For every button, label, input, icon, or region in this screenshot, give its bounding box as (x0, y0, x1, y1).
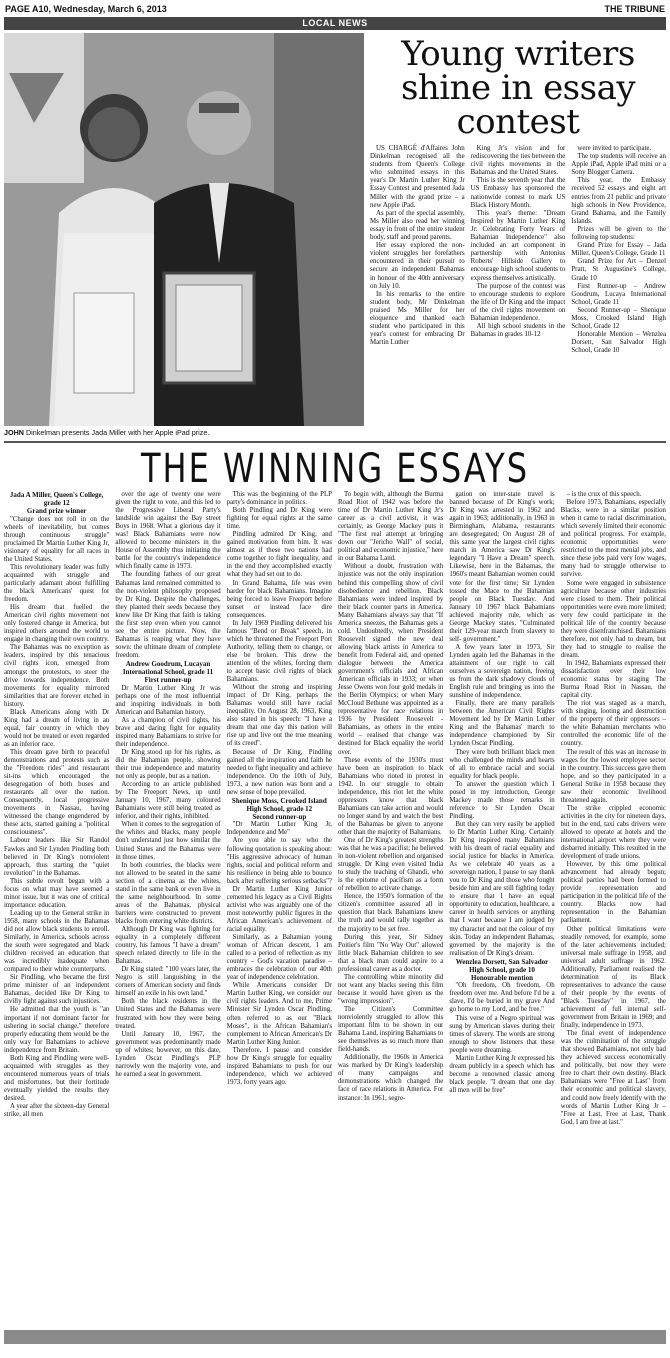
paragraph: Are you able to say who the following quotation is speaking about: "His aggressive advocacy of human rights, social and political reform and his resilience in being able to bounce back after suffering serious setbacks"? (226, 837, 332, 885)
paragraph: US CHARGÉ d'Affaires John Dinkelman recognised all the students from Queen's College who submitted essays in this year's Dr Martin Luther King Jr Essay Contest and presented Jada Miller with the grand prize – a new Apple iPad. (370, 145, 465, 209)
paragraph: Pindling admired Dr King, and gained motivation from him. It was almost as if these two nations had come together to fight inequality, and in the end they accomplished exactly what they had set out to do. (226, 531, 332, 579)
paragraph: Leading up to the General strike in 1958, many schools in the Bahamas did not allow black students to enroll. Similarly, in America, schools across the south were segregated and black children received an education that was incredibly inadequate when compared to their white counterparts. (4, 909, 110, 974)
photo-illustration (4, 33, 364, 426)
paragraph: This dream gave birth to peaceful demonstrations and protests such as the "Freedom rides" and restaurant sit-ins which encouraged the desegregation of both buses and restaurants all over the nation. Consequently, local progressive movements in Nassau, having witnessed the change engendered by these acts, started gaining a "political consciousness". (4, 748, 110, 837)
paragraph: To answer the question which I posed in my introduction, George Mackey made those remarks in reference to Sir Lynden Oscar Pindling. (449, 780, 555, 820)
essay-byline: Andrew Goodrum, Lucayan International School, grade 11 First runner-up (122, 659, 214, 685)
paragraph: Grand Prize for Art – Denzel Pratt, St Augustine's College, Grade 10 (571, 258, 667, 282)
paragraph: A few years later in 1973, Sir Lynden again led the Bahamas in the attainment of our right to call ourselves a sovereign nation, freeing us from the dark shadowy clouds of English rule and bringing us into the sunshine of independence. (449, 643, 555, 700)
essay-column-1 (4, 491, 109, 1355)
paragraph: Until January 10, 1967, the government was predominantly made up of whites; however, on this date, Lynden Oscar Pindling's PLP narrowly won the majority vote, and he earned a seat in government. (115, 1030, 221, 1078)
page-info: PAGE A10, Wednesday, March 6, 2013 (5, 4, 167, 14)
paragraph: The controlling white minority did not want any blacks seeing this film because it would have given us the "wrong impression". (337, 973, 444, 1005)
paragraph: They were both brilliant black men who challenged the minds and hearts of all to embrace racial and social equality for black people. (449, 748, 555, 780)
paragraph: Dr King stood up for his rights, as did the Bahamian people, showing their true independence and maturity not only as people, but as a nation. (115, 748, 221, 781)
paragraph: Grand Prize for Essay – Jada Miller, Queen's College, Grade 11 (571, 242, 667, 258)
paragraph: Because of Dr King, Pindling gained all the inspiration and faith he needed to fight inequality and achieve independence. On the 10th of July, 1973, a new nation was born and a new sense of hope prevailed. (226, 748, 332, 796)
paragraph: This verse of a Negro spiritual was sung by American slaves during their times of slavery. The words are strong enough to show listeners that these people were dreaming. (449, 1014, 555, 1054)
paragraph: Other political limitations were steadily removed, for example, some of the later achievements included; universal male suffrage in 1958, and universal adult suffrage in 1962. Additionally, Parliament realised the determination of its Black representatives to advance the cause of their people by the events of "Black Tuesday" in 1967, the achievement of full internal self-government from Britain in 1969; and finally, independence in 1973. (560, 925, 666, 1030)
essay-byline: Jada A Miller, Queen's College, grade 12 Grand prize winner (9, 491, 104, 516)
story-column-2 (471, 145, 566, 439)
paragraph: As part of the special assembly, Ms Miller also read her winning essay in front of the entire student body, staff and proud parents. (370, 209, 465, 242)
paragraph: During this year, Sir Sidney Poitier's film "No Way Out" allowed little black Bahamian children to see that a black man could aspire to a professional career as a doctor. (337, 933, 444, 973)
paragraph: The purpose of the contest was to encourage students to explore the life of Dr King and the impact of the civil rights movement on Bahamian independence. (470, 282, 566, 322)
paragraph: According to an article published by The Freeport News, up until January 10, 1967, many coloured Bahamians were still being treated as inferior, and their rights, inhibited. (115, 781, 221, 821)
photo-caption (4, 428, 364, 437)
story-body (370, 145, 666, 439)
paragraph: Labour leaders like Sir Randol Fawkes and Sir Lynden Pindling both believed in Dr King's nonviolent approach, thus starting the "quiet revolution" in the Bahamas. (4, 837, 110, 877)
paragraph: Therefore, I pause and consider how Dr King's struggle for equality inspired Bahamians to push for our independence, which we achieved 1973, forty years ago. (226, 1046, 332, 1086)
paragraph: The founding fathers of our great Bahamas land remained committed to the non-violent philosophy proposed by Dr King. Despite the challenges, they planted their seeds because they knew like Dr King that faith is taking the first step even when you cannot see the entire picture. Now, the Bahamas is reaping what they have sown: the ultimate dream of complete freedom. (115, 571, 221, 659)
essay-byline: Shenique Moss, Crooked Island High School, grade 12 Second runner-up (231, 796, 327, 822)
story-column-3 (571, 145, 666, 439)
paragraph: Black Americans along with Dr King had a dream of living in an equal, fair country in which they would not be treated or even regarded as an inferior race. (4, 708, 110, 748)
paragraph: Both King and Pindling were well-acquainted with struggles as they encountered numerous years of trials and misfortunes, but their fortitude eventually yielded the results they desired. (4, 1054, 110, 1102)
paragraph: First Runner-up – Andrew Goodrum, Lucaya International School, Grade 11 (571, 282, 667, 306)
paragraph: Her essay explored the non-violent struggles her forefathers encountered in their pursuit to secure an independent Bahamas in honour of the 40th anniversary on July 10. (370, 242, 465, 290)
paragraph: The strike crippled economic activities in the city for nineteen days, but in the end, taxi cabs drivers were allowed to operate at hotels and the international airport where they were disbarred initially. This resulted in the development of trade unions. (560, 804, 666, 861)
paragraph: Both the black residents in the United States and the Bahamas were frustrated with how they were being treated. (115, 998, 221, 1030)
paragraph: This year's theme: "Dream Inspired by Martin Luther King Jr: Celebrating Forty Years of Bahamian Independence" also included an art component in partnership with Antonius Roberts' Hillside Gallery to encourage high school students to express themselves artistically. (470, 209, 566, 282)
paragraph: The result of this was an increase in wages for the lowest employee sector in the country. This success gave them hope, and so they participated in a General Strike in 1958 because they saw their economic livelihood threatened again. (560, 748, 666, 804)
paragraph: However, by this time political advancement had already begun; political parties had been formed to provide representation and participation in the political life of the country. Blacks now had representation in the Bahamian parliament. (560, 861, 666, 925)
paragraph: Second Runner-up – Shenique Moss, Crooked Island High School, Grade 12 (571, 306, 667, 331)
paragraph: In Grand Bahama, life was even harder for black Bahamians. Imagine being forced to leave Freeport before sunset or instead face dire consequences. (226, 579, 332, 619)
paragraph: As a champion of civil rights, his brave and daring fight for equality inspired many Bahamians to strive for their independence. (115, 716, 221, 748)
paragraph: "Dr Martin Luther King Jr, Independence and Me" (226, 821, 332, 837)
paragraph: Similarly, as a Bahamian young woman of African descent, I am called to a period of reflection as my country – God's vacation paradise – embraces the celebration of our 40th year of independence celebration. (226, 934, 332, 982)
paragraph: Additionally, the 1960s in America was marked by Dr King's leadership of many campaigns and demonstrations which changed the face of race relations in America. For instance: In 1961, segre- (337, 1054, 444, 1102)
paragraph: The final event of independence was the culmination of the struggle that showed Bahamians, not only had they achieved success economically and politically, but now they were free to chart their own destiny. Black Bahamians were "Free at Last" from their economic and political slavery, and could now freely identify with the words of Martin Luther King Jr – "Free at Last, Free at Last, Thank God, I am free at last." (560, 1030, 666, 1126)
paragraph: Dr King stated: "100 years later, the Negro is still languishing in the corners of American society and finds himself an exile in his own land." (115, 966, 221, 998)
paragraph: The Bahamas was no exception as leaders, inspired by this tenacious civil rights icon, emerged from amongst the protestors, to steer the drive towards independence. Both movements for equality mirrored similarities that are forever etched in history. (4, 644, 110, 708)
paragraph: Without a doubt, frustration with injustice was not the only inspiration behind this compelling show of civil disobedience and rebellion. Black Bahamians were indeed inspired by their black counter parts in America. Many Bahamians always say that "If America sneezes, the Bahamas gets a cold. Undoubtedly, when President Roosevelt signed the new deal allowing black artists in America to benefit from Federal aid, and opened dialogue between the America government's officials and African American officials in 1933; or when Jesse Owens won four gold medals in the Berlin Olympics; or when Mary McCloud Bethune was appointed as a representative for race relations in 1936 by President Roosevelt - Bahamians, as others in the entire world – realised that change was destined for Black equality the world over. (337, 563, 444, 756)
paragraph: Honorable Mention – Wenzlea Dorsett, San Salvador High School, Grade 10 (571, 331, 667, 355)
essays-section (4, 491, 666, 1355)
paragraph: Finally, there are many parallels between the American Civil Rights Movement led by Dr Martin Luther King and the Bahamas' march to independence championed by Sir Lynden Oscar Pindling. (449, 700, 555, 748)
paragraph: Both Pindling and Dr King were fighting for equal rights at the same time. (226, 507, 332, 531)
paragraph: The riot was staged as a march, with singing, looting and destruction of the property of their oppressors – the white Bahamian merchants who controlled the economic life of the country. (560, 700, 666, 748)
publication-name: THE TRIBUNE (604, 4, 665, 14)
footer-bar (4, 1330, 666, 1344)
paragraph: In both countries, the blacks were not allowed to be seated in the same section of a cinema as the whites, stand in the same bank or even live in the same neighbourhood. In some areas of the Bahamas, physical barriers were constructed to prevent blacks from entering white districts. (115, 861, 221, 925)
paragraph: His dream that fuelled the American civil rights movement not only fostered change in America, but inspired others around the world to engage in changing their own country. (4, 604, 110, 644)
paragraph: He admitted that the youth is "an important if not dominant factor for ushering in social change," therefore properly educating them would be the only way for Bahamians to achieve independence from Britain. (4, 1006, 110, 1054)
paragraph: In July 1969 Pindling delivered his famous "Bend or Break" speech, in which he threatened the Freeport Port Authority, telling them to change, or else be broken. This drew the attention of the whites, forcing them to accept basic civil rights of black Bahamians. (226, 619, 332, 684)
headline: Young writers shine in essay contest (400, 34, 636, 142)
paragraph: The top students will receive an Apple iPad, Apple iPad mini or a Sony Blogger Camera. (571, 153, 667, 177)
photo-column (4, 33, 364, 439)
divider (4, 441, 666, 443)
paragraph: All high school students in the Bahamas in grades 10-12 (470, 323, 566, 339)
essay-column-4 (338, 491, 443, 1355)
essay-column-3 (227, 491, 332, 1355)
paragraph: Before 1973, Bahamians, especially Blacks, were in a similar position when it came to racial discrimination, which severely limited their economic and political progress. For example, economic opportunities were restricted to the most menial jobs, and since these jobs paid very low wages, many had to struggle otherwise to survive. (560, 499, 666, 579)
paragraph: "Oh freedom, Oh freedom, Oh freedom over me. And before I'd be a slave, I'd be buried in my grave And go home to my Lord, and be free." (449, 982, 555, 1014)
paragraph: This year, the Embassy received 52 essays and eight art entries from 21 public and private high schools in New Providence, Grand Bahama, and the Family Islands. (571, 177, 667, 225)
section-headline: THE WINNING ESSAYS (141, 444, 529, 492)
paragraph: These events of the 1930's must have been an inspiration to black Bahamians who rioted in protest in 1942. In our struggle to obtain independence, this riot let the white oppressors know that black Bahamians can take action and would no longer stand by and watch the best of the Bahamas be given to anyone other than the majority of Bahamians. (337, 756, 444, 836)
paragraph: – is the crux of this speech. (566, 491, 642, 498)
paragraph: Dr Martin Luther King Junior cemented his legacy as a Civil Rights activist who was arguably one of the most noteworthy public figures in the African American's achievement of racial equality. (226, 885, 332, 933)
masthead (4, 0, 666, 16)
paragraph: Hence, the 1950's formation of the citizen's committee assured all in question that black Bahamians knew the truth and would rally together as the majority to be set free. (337, 893, 444, 933)
essay-column-6 (561, 491, 666, 1355)
paragraph: Dr Martin Luther King Jr was perhaps one of the most influential and inspiring individuals in both American and Bahamian history. (115, 684, 221, 716)
paragraph: This revolutionary leader was fully acquainted with struggle and particularly adamant about fulfilling the black Americans' quest for freedom. (4, 563, 110, 604)
paragraph: To begin with, although the Burma Road Riot of 1942 was before the time of Dr Martin Luther King Jr's career as a civil activist, it was certainly, as George Mackey puts it "The first real attempt at bringing down our "Jericho Wall" of social, political and economic injustice," here in our Bahama Land. (337, 491, 444, 563)
paragraph: Martin Luther King Jr expressed his dream publicly in a speech which has become a renowned classic among black people. "I dream that one day all men will be free" (449, 1054, 555, 1094)
caption-text: Dinkelman presents Jada Miller with her Apple iPad prize. (23, 428, 210, 437)
paragraph: were invited to participate. (577, 145, 652, 152)
paragraph: Without the strong and inspiring impact of Dr King, perhaps the Bahamas would still have racial inequality. On August 28, 1963, King also stated in his speech: "I have a dream that one day this nation will rise up and live out the true meaning of its creed". (226, 684, 332, 748)
paragraph: gation on inter-state travel is banned because of Dr King's work; Dr King was arrested in 1962 and again in 1963; additionally, in 1963 in Birmingham, Alabama, restaurants are desegregated; On August 28 of this same year the largest civil rights march in America saw Dr King's legendary "I Have a Dream" speech. Likewise, here in the Bahamas, the 1960's meant Bahamian women could vote for the first time; Sir Lynden tossed the Mace to the Bahamian people on Black Tuesday. And January 10 1967 black Bahamians achieved majority rule, which as George Mackey states, "Culminated their 129-year march from slavery to self- government." (449, 491, 555, 643)
story-column (370, 33, 666, 439)
top-story (4, 33, 666, 439)
essay-column-5 (449, 491, 554, 1355)
paragraph: When it comes to the segregation of the whites and blacks, many people don't understand just how similar the United States and the Bahamas were in those times. (115, 821, 221, 861)
paragraph: In 1942, Bahamians expressed their dissatisfaction over their low economic status by staging The Burma Road Riot in Nassau, the capital city. (560, 659, 666, 700)
paragraph: This is the seventh year that the US Embassy has sponsored the nationwide contest to mark US Black History Month. (470, 177, 566, 209)
essay-byline: Wenzlea Dorsett, San Salvador High School, grade 10 Honourable mention (455, 957, 549, 983)
story-column-1 (370, 145, 465, 439)
paragraph: This was the beginning of the PLP party's dominance in politics. (226, 491, 332, 507)
essay-column-2 (115, 491, 220, 1355)
paragraph: A year after the sixteen-day General strike, all men (4, 1103, 110, 1119)
paragraph: Prizes will be given to the following top students: (571, 225, 667, 242)
paragraph: Although Dr King was fighting for equality in a completely different country, his famous "I have a dream" speech related directly to life in the Bahamas. (115, 926, 221, 966)
paragraph: over the age of twenty one were given the right to vote, and this led to the Progressive Liberal Party's landslide win against the Bay street Boys in 1968. What a glorious day it was! Black Bahamians were now allowed to become ministers in the House of Assembly thus initiating the battle for the country's independence which finally came in 1973. (115, 491, 221, 571)
paragraph: Sir Pindling, who became the first prime minister of an independent Bahamas, decided like Dr King to civilly fight against such injustices. (4, 974, 110, 1006)
paragraph: This subtle revolt began with a focus on what may have seemed a minor issue, but it was one of critical importance: education. (4, 877, 110, 909)
news-photo (4, 33, 364, 426)
paragraph: The Citizen's Committee nonviolently struggled to allow this important film to be shown in our Bahama Land, inspiring Bahamians to see themselves as so much more than field-hands. (337, 1006, 444, 1054)
paragraph: "Change does not roll in on the wheels of inevitability, but comes through continuous struggle" proclaimed Dr Martin Luther King Jr, visionary of equality for all races in the United States. (4, 515, 110, 563)
paragraph: Some were engaged in subsistence agriculture because other industries were closed to them. Their political opportunities were even more limited; very few could participate in the political life of the country because they were disenfranchised. Bahamians therefore, not only had to dream, but they had to struggle to realise the dream. (560, 579, 666, 659)
section-label: LOCAL NEWS (4, 17, 666, 30)
paragraph: While Americans consider Dr Martin Luther King, we consider our civil rights leaders. And to me, Prime Minister Sir Lynden Oscar Pindling, often referred to as our "Black Moses", is the African Bahamian's complement to African American's Dr Martin Luther King Junior. (226, 982, 332, 1046)
paragraph: In his remarks to the entire student body, Mr Dinkelman praised Ms Miller for her eloquence and thanked each student who participated in this year's contest for embracing Dr Martin Luther (370, 290, 465, 347)
paragraph: King Jr's vision and for rediscovering the ties between the civil rights movements in the Bahamas and the United States. (470, 145, 566, 177)
paragraph: But they can very easily be applied to Dr Martin Luther King. Certainly Dr King inspired many Bahamians with his dream of racial equality and social justice for blacks in America. As we celebrate 40 years as a sovereign nation, I pause to say thank you to Dr King and those who fought beside him and are still fighting today to ensure that I have an equal opportunity to education, healthcare, a career in health services or anything that I want because I am judged by my character and not the colour of my skin. Today an independent Bahamas, governed by the majority is the realisation of Dr King's dream. (449, 820, 555, 957)
paragraph: One of Dr King's greatest strengths was that he was a pacifist; he believed in non-violent rebellion and organised struggle. Dr King even visited India to study the teaching of Ghandi, who is the epitome of pacifism as a form of rebellion to activate change. (337, 837, 444, 893)
caption-name: JOHN (4, 428, 24, 437)
